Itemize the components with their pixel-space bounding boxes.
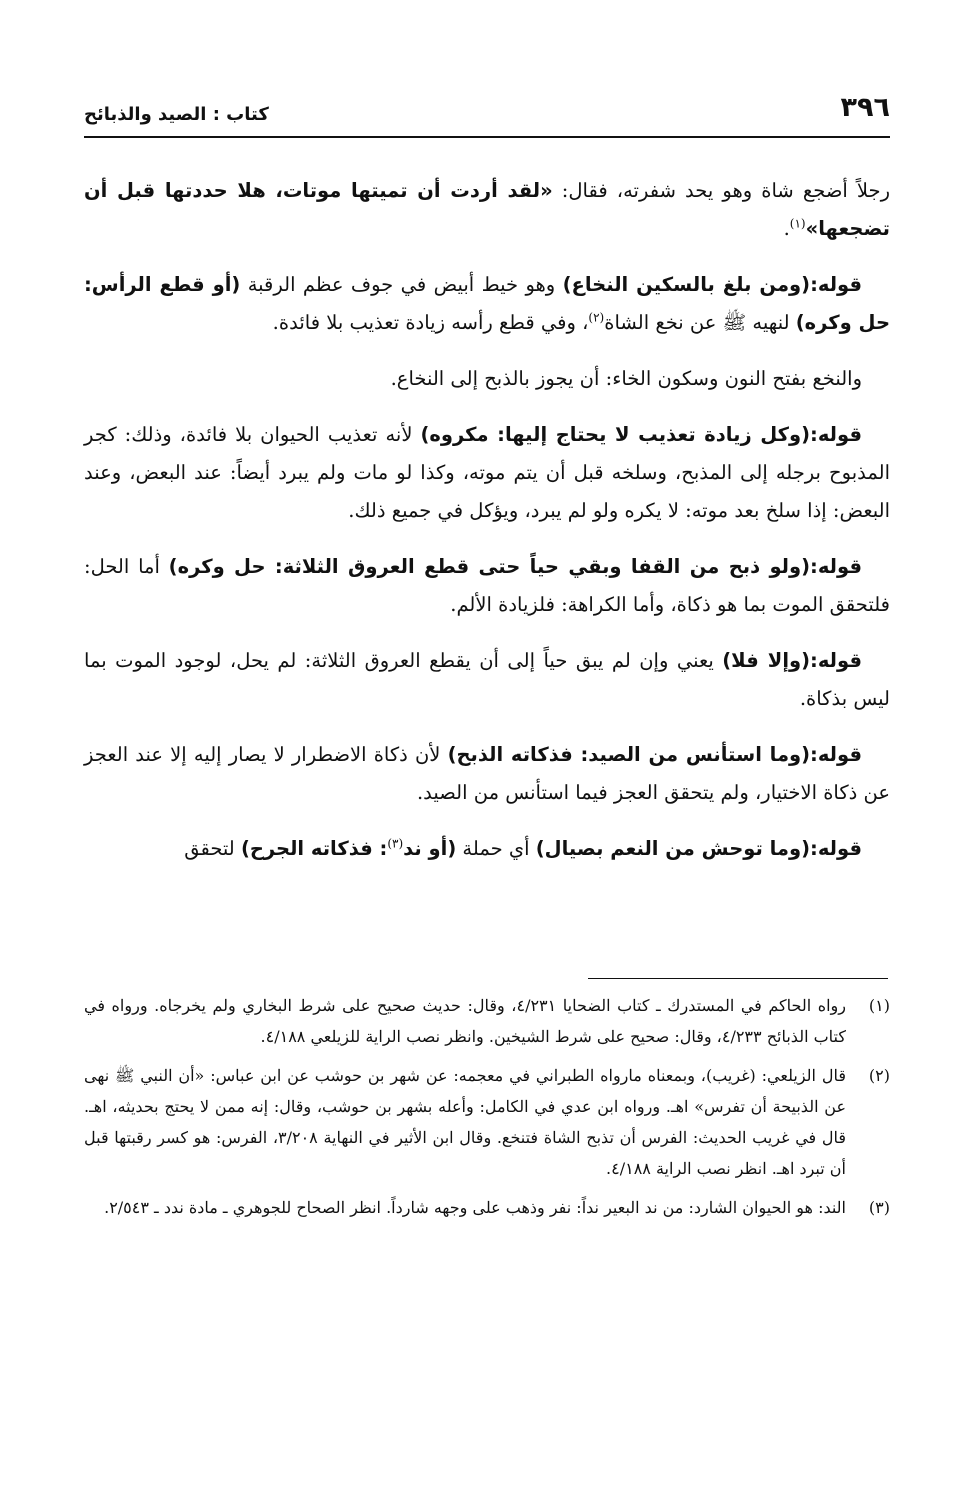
footnote-number: (٢) <box>868 1066 890 1085</box>
text-span: يعني وإن لم يبق حياً إلى أن يقطع العروق الثلاثة: لم يحل، لوجود الموت بما ليس بذكاة. <box>84 649 890 710</box>
matn-quote: (أو ند <box>403 837 457 860</box>
footnotes <box>84 990 890 1231</box>
paragraph <box>84 642 890 718</box>
footnote <box>84 1060 890 1184</box>
paragraph <box>84 172 890 248</box>
text-span: أما الحل: فلتحقق الموت بما هو ذكاة، وأما الكراهة: فلزيادة الألم. <box>84 555 890 616</box>
main-text <box>84 172 890 886</box>
footnote-ref: (٣) <box>387 836 404 851</box>
hadith-quote: «لقد أردت أن تميتها موتات، هلا حددتها قبل أن تضجعها» <box>84 179 890 240</box>
matn-quote: (ومن بلغ بالسكين النخاع) <box>562 273 811 296</box>
footnote-ref: (١) <box>789 216 806 231</box>
matn-quote: (وما استأنس من الصيد: فذكاته الذبح) <box>447 743 811 766</box>
text-span: لأن ذكاة الاضطرار لا يصار إليه إلا عند العجز عن ذكاة الاختيار، ولم يتحقق العجز فيما استأنس من الصيد. <box>84 743 890 804</box>
running-title: كتاب : الصيد والذبائح <box>84 104 269 125</box>
paragraph <box>84 360 890 398</box>
paragraph <box>84 266 890 342</box>
footnote-text: رواه الحاكم في المستدرك ـ كتاب الضحايا ٤/٢٣١، وقال: حديث صحيح على شرط البخاري ولم يخرجاه. ورواه في كتاب الذبائح ٤/٢٣٣، وقال: صحيح على شرط الشيخين. وانظر نصب الراية للزيلعي ٤/١٨٨. <box>84 996 846 1046</box>
text-span: لتحقق <box>184 837 241 860</box>
text-span: أي حملة <box>456 837 536 860</box>
matn-quote: (وإلا فلا) <box>722 649 811 672</box>
qawluhu-keyword: قوله: <box>810 273 863 296</box>
text-span: . <box>783 217 790 240</box>
text-span: لأنه تعذيب الحيوان بلا فائدة، وذلك: كجر المذبوح برجله إلى المذبح، وسلخه قبل أن يتم موته، وكذا لو مات ولم يبرد أيضاً: عند البعض، وعند البعض: إذا سلخ بعد موته: لا يكره ولو لم يبرد، ويؤكل في جميع ذلك. <box>84 423 890 522</box>
paragraph <box>84 830 890 868</box>
matn-quote: (وكل زيادة تعذيب لا يحتاج إليها: مكروه) <box>420 423 811 446</box>
matn-quote: (أو قطع الرأس: حل وكره) <box>84 273 890 334</box>
text-span: رجلاً أضجع شاة وهو يحد شفرته، فقال: <box>552 179 891 202</box>
qawluhu-keyword: قوله: <box>810 555 862 578</box>
matn-quote: : فذكاته الجرح) <box>240 837 388 860</box>
footnote-number: (١) <box>868 996 890 1015</box>
text-span: لنهيه ﷺ عن نخع الشاة <box>604 311 796 334</box>
matn-quote: (وما توحش من النعم بصيال) <box>535 837 811 860</box>
paragraph <box>84 736 890 812</box>
footnote-text: قال الزيلعي: (غريب)، وبمعناه مارواه الطبراني في معجمه: عن شهر بن حوشب عن ابن عباس: «أن النبي ﷺ نهى عن الذبيحة أن تفرس» اهـ. ورواه ابن عدي في الكامل: وأعله بشهر بن حوشب، وقال: إنه ممن لا يحتج بحديثه، اهـ. قال في غريب الحديث: الفرس أن تذبح الشاة فتنخع. وقال ابن الأثير في النهاية ٣/٢٠٨، الفرس: هو كسر رقبتها قبل أن تبرد اهـ. انظر نصب الراية ٤/١٨٨. <box>84 1066 847 1178</box>
footnote-number: (٣) <box>868 1198 890 1217</box>
paragraph <box>84 416 890 530</box>
paragraph <box>84 548 890 624</box>
footnote <box>84 1192 890 1223</box>
qawluhu-keyword: قوله: <box>810 837 862 860</box>
qawluhu-keyword: قوله: <box>810 649 862 672</box>
text-span: ، وفي قطع رأسه زيادة تعذيب بلا فائدة. <box>272 311 589 334</box>
footnote-text: الند: هو الحيوان الشارد: من ند البعير نداً: نفر وذهب على وجهه شارداً. انظر الصحاح للجوهري ـ مادة ندد ـ ٢/٥٤٣. <box>104 1198 846 1217</box>
text-span: وهو خيط أبيض في جوف عظم الرقبة <box>240 273 563 296</box>
footnote-ref: (٢) <box>588 310 605 325</box>
page-number: ٣٩٦ <box>840 92 890 123</box>
matn-quote: (ولو ذبح من القفا وبقي حياً حتى قطع العروق الثلاثة: حل وكره) <box>168 555 811 578</box>
text-span: والنخع بفتح النون وسكون الخاء: أن يجوز بالذبح إلى النخاع. <box>390 367 862 390</box>
footnote <box>84 990 890 1052</box>
qawluhu-keyword: قوله: <box>810 423 862 446</box>
footnote-divider <box>588 978 888 979</box>
qawluhu-keyword: قوله: <box>810 743 862 766</box>
page-header <box>84 92 890 138</box>
